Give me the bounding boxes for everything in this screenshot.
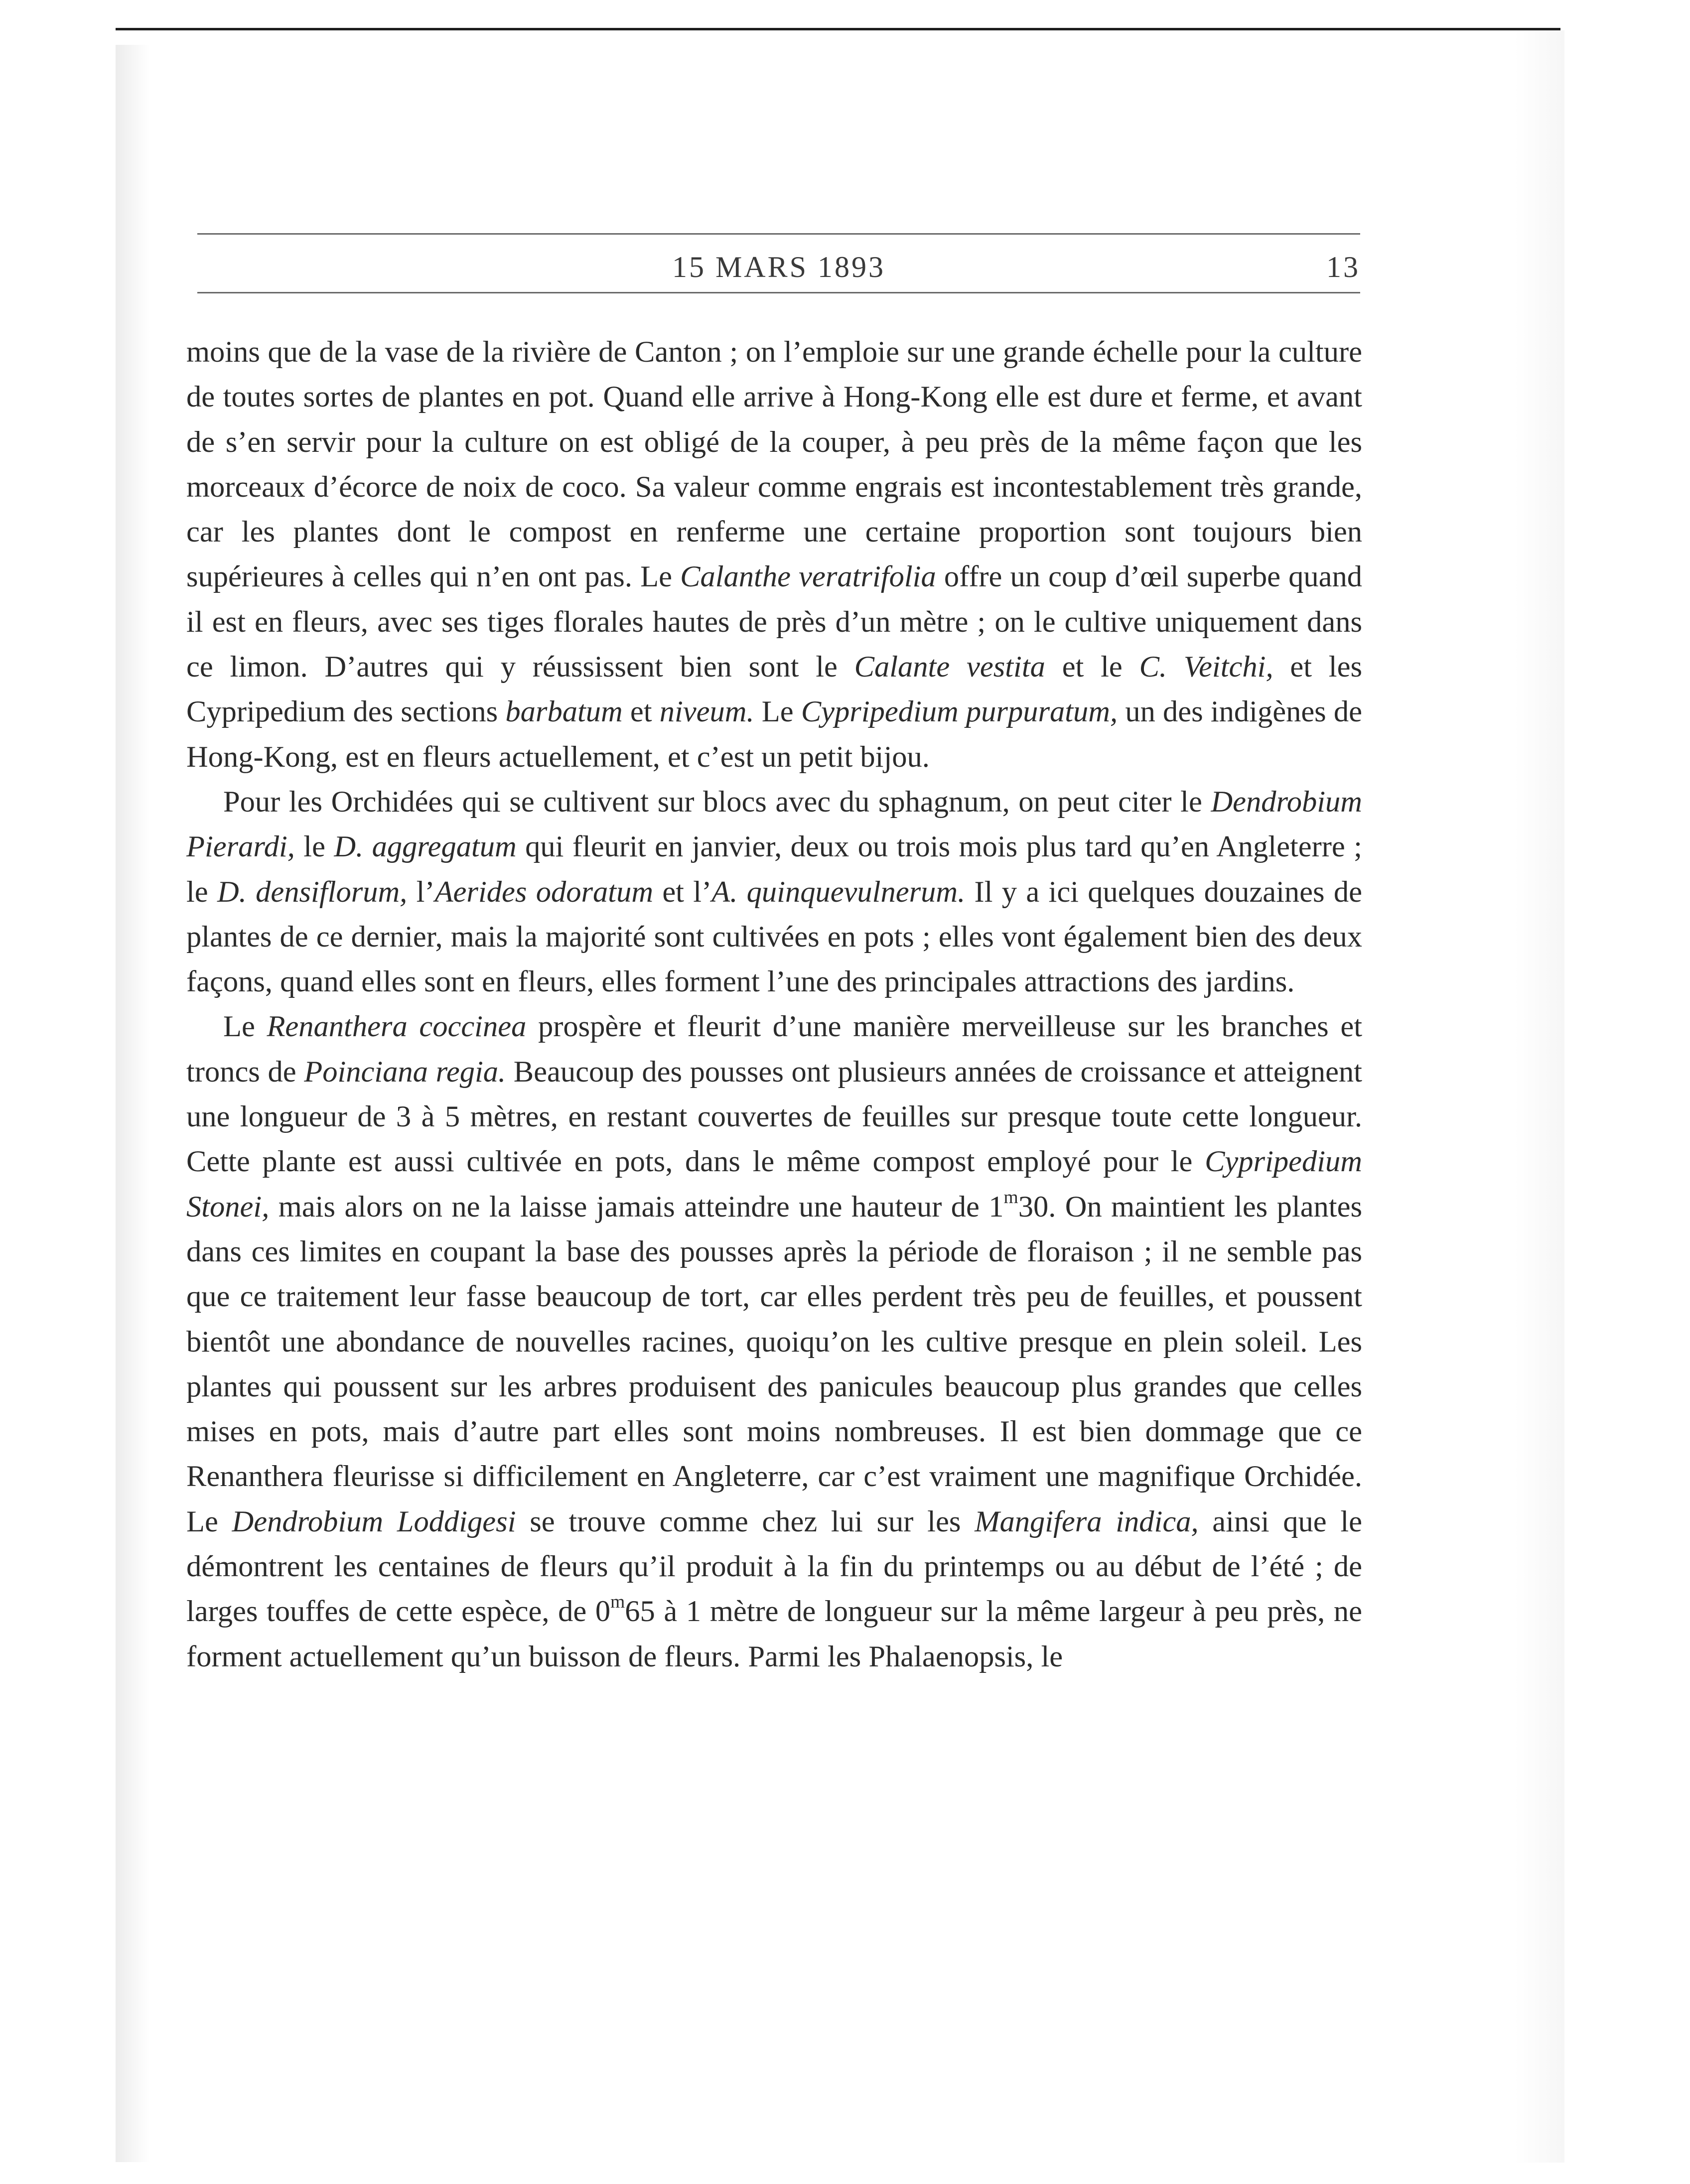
text-run: Le (754, 695, 801, 729)
italic-term: Poinciana regia. (304, 1055, 506, 1089)
text-run: et (622, 695, 660, 729)
text-run: 65 à 1 mètre de longueur sur la même largeur à peu près, ne forment actuellement qu’un buisson de fleurs. Parmi les Phalaenopsis, le (186, 1595, 1363, 1673)
paragraph-3 (186, 1004, 1362, 1679)
text-run: moins que de la vase de la rivière de Canton ; on l’emploie sur une grande échelle pour la culture de toutes sortes de plantes en pot. Quand elle arrive à Hong-Kong elle est dure et ferme, et avant de s’en servir pour la culture on est obligé de la couper, à peu près de la même façon que les morceaux d’écorce de noix de coco. Sa valeur comme engrais est incontestablement très grande, car les plantes dont le compost en renferme une certaine proportion sont toujours bien supérieures à celles qui n’en ont pas. Le (186, 335, 1362, 594)
text-run: 30. On maintient les plantes dans ces limites en coupant la base des pousses après la période de floraison ; il ne semble pas que ce traitement leur fasse beaucoup de tort, car elles perdent très peu de feuilles, et poussent bientôt une abondance de nouvelles racines, quoiqu’on les cultive presque en plein soleil. Les plantes qui poussent sur les arbres produisent des panicules beaucoup plus grandes que celles mises en pots, mais d’autre part elles sont moins nombreuses. Il est bien dommage que ce Renanthera fleurisse si difficilement en Angleterre, car c’est vraiment une magnifique Orchidée. Le (186, 1190, 1363, 1538)
italic-term: Mangifera indica, (975, 1504, 1199, 1538)
text-run: Il y a ici quelques douzaines de plantes de ce dernier, mais la majorité sont cultivées en pots ; elles vont également bien des deux façons, quand elles sont en fleurs, elles forment l’une des principales attractions des jardins. (186, 875, 1363, 999)
superscript-unit: m (1003, 1187, 1018, 1208)
running-title: 15 MARS 1893 (672, 251, 886, 283)
header-rule-top (197, 233, 1360, 235)
text-run: et l’ (653, 875, 712, 909)
superscript-unit: m (610, 1592, 625, 1613)
text-run: Le (223, 1010, 267, 1044)
italic-term: Dendrobium Loddigesi (232, 1504, 516, 1538)
text-run: prospère et fleurit d’une manière merveilleuse sur les branches et troncs de (186, 1010, 1363, 1089)
scan-left-shadow (116, 45, 150, 2162)
paragraph-2 (186, 780, 1362, 1004)
italic-term: Cypripedium purpuratum, (801, 695, 1118, 729)
text-run: Beaucoup des pousses ont plusieurs années de croissance et atteignent une longueur de 3 à 5 mètres, en restant couvertes de feuilles sur presque toute cette longueur. Cette plante est aussi cultivée en pots, dans le même compost employé pour le (186, 1055, 1362, 1179)
text-run: mais alors on ne la laisse jamais atteindre une hauteur de 1 (269, 1190, 1004, 1224)
italic-term: D. densiflorum, (217, 875, 408, 909)
text-run: l’ (407, 875, 435, 909)
body-text (186, 330, 1362, 1679)
italic-term: niveum. (659, 695, 754, 729)
italic-term: Renanthera coccinea (267, 1010, 527, 1044)
text-run: et les Cypripedium des sections (186, 650, 1362, 729)
text-run: un des indigènes de Hong-Kong, est en fleurs actuellement, et c’est un petit bijou. (186, 695, 1363, 774)
header-rule-bottom (197, 292, 1360, 293)
italic-term: Dendrobium Pierardi, (186, 785, 1362, 864)
italic-term: A. quinquevulnerum. (711, 875, 966, 909)
italic-term: D. aggregatum (334, 830, 517, 864)
text-run: le (294, 830, 334, 864)
italic-term: C. Veitchi, (1139, 650, 1273, 684)
scan-right-shadow (1515, 30, 1564, 2163)
italic-term: Aerides odoratum (434, 875, 654, 909)
page-number: 13 (1326, 251, 1360, 283)
italic-term: Calante vestita (854, 650, 1045, 684)
text-run: offre un coup d’œil superbe quand il est en fleurs, avec ses tiges florales hautes de près d’un mètre ; on le cultive uniquement dans ce limon. D’autres qui y réussissent bien sont le (186, 560, 1362, 684)
text-run: ainsi que le démontrent les centaines de fleurs qu’il produit à la fin du printemps ou au début de l’été ; de larges touffes de cette espèce, de 0 (186, 1504, 1363, 1629)
text-run: qui fleurit en janvier, deux ou trois mois plus tard qu’en Angleterre ; le (186, 830, 1362, 909)
running-header (197, 247, 1360, 287)
italic-term: Calanthe veratrifolia (680, 560, 936, 594)
text-run: se trouve comme chez lui sur les (516, 1504, 975, 1538)
italic-term: barbatum (505, 695, 623, 729)
paragraph-1 (186, 330, 1362, 780)
text-run: et le (1045, 650, 1139, 684)
text-run: Pour les Orchidées qui se cultivent sur blocs avec du sphagnum, on peut citer le (223, 785, 1211, 819)
italic-term: Cypripedium Stonei, (186, 1145, 1362, 1224)
scan-top-edge (116, 28, 1560, 30)
